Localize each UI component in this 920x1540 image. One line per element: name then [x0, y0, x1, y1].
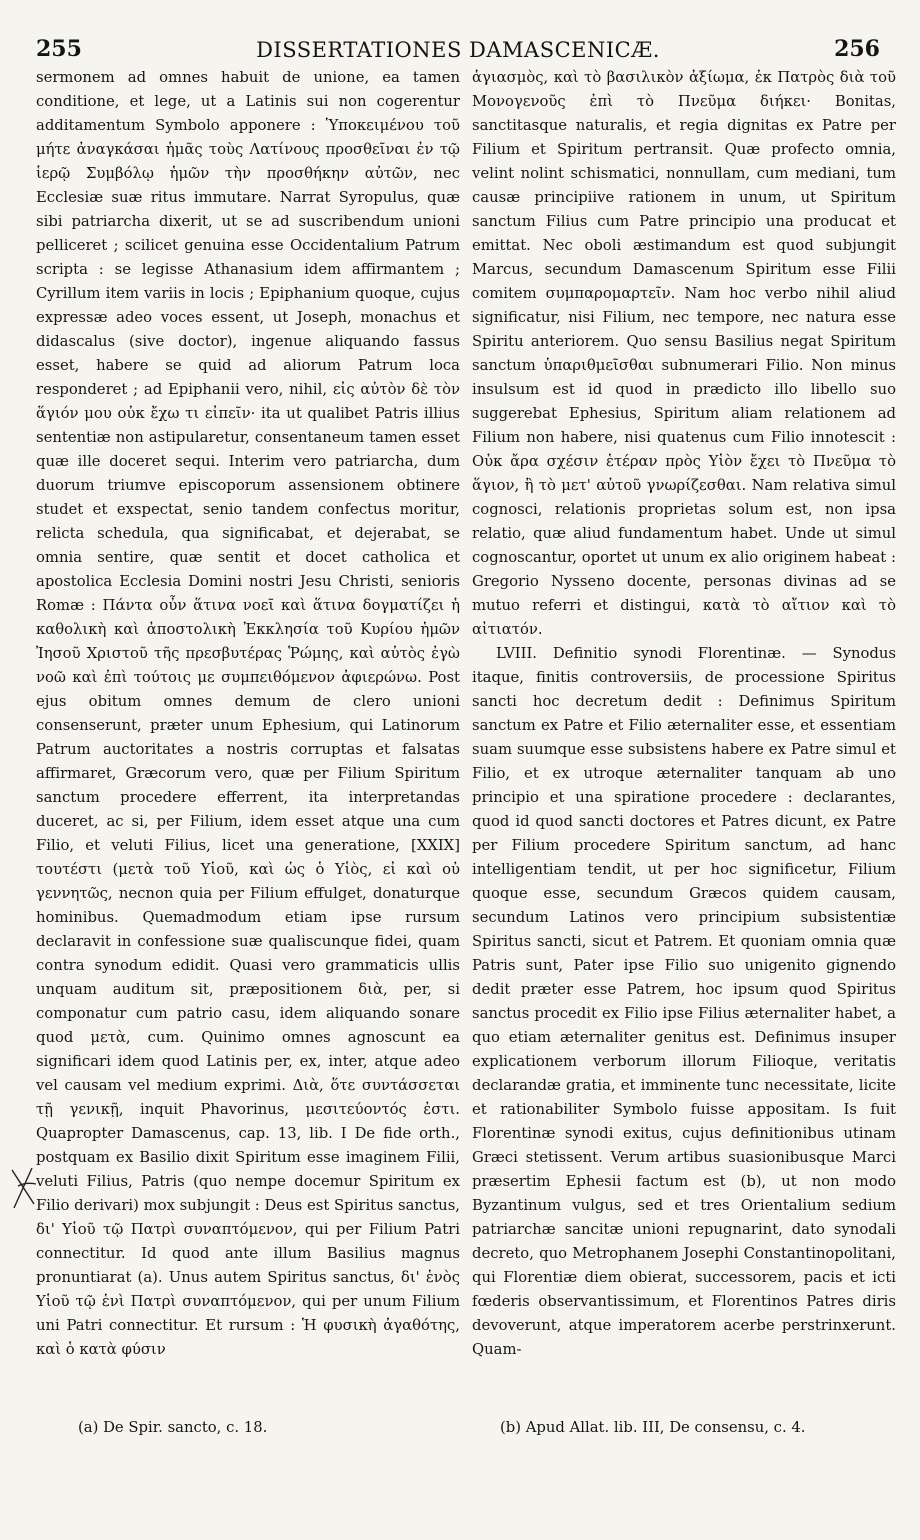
footnote-right: (b) Apud Allat. lib. III, De consensu, c. 4.	[500, 1419, 806, 1436]
footnote-left: (a) De Spir. sancto, c. 18.	[78, 1419, 268, 1436]
right-column	[472, 66, 896, 1396]
page-number-left: 255	[36, 36, 82, 62]
left-column	[36, 66, 460, 1396]
handwritten-margin-mark	[8, 1164, 38, 1214]
left-column-text: sermonem ad omnes habuit de unione, ea tamen conditione, et lege, ut a Latinis sui non cogerentur additamentum Symbolo apponere : Ὑποκειμένου τοῦ μήτε ἀναγκάσαι ἡμᾶς τοὺς Λατίνους προσθεῖναι ἐν τῷ ἱερῷ Συμβόλῳ ἡμῶν τὴν προσθήκην αὐτῶν, nec Ecclesiæ suæ ritus immutare. Narrat Syropulus, quæ sibi patriarcha dixerit, ut se ad suscribendum unioni pelliceret ; scilicet genuina esse Occidentalium Patrum scripta : se legisse Athanasium idem affirmantem ; Cyrillum item variis in locis ; Epiphanium quoque, cujus expressæ adeo voces essent, ut Joseph, monachus et didascalus (sive doctor), ingenue aliquando fassus esset, habere se quid ad aliorum Patrum loca responderet ; ad Epiphanii vero, nihil, εἰς αὐτὸν δὲ τὸν ἅγιόν μου οὐκ ἔχω τι εἰπεῖν· ita ut qualibet Patris illius sententiæ non astipularetur, consentaneum tamen esset quæ ille doceret sequi. Interim vero patriarcha, dum duorum triumve episcoporum assensionem obtinere studet et exspectat, senio tandem confectus moritur, relicta schedula, qua significabat, et dejerabat, se omnia sentire, quæ sentit et docet catholica et apostolica Ecclesia Domini nostri Jesu Christi, senioris Romæ : Πάντα οὖν ἅτινα νοεῖ καὶ ἅτινα δογματίζει ἡ καθολικὴ καὶ ἀποστολικὴ Ἐκκλησία τοῦ Κυρίου ἡμῶν Ἰησοῦ Χριστοῦ τῆς πρεσβυτέρας Ῥώμης, καὶ αὐτὸς ἐγὼ νοῶ καὶ ἐπὶ τούτοις με συμπειθόμενον ἀφιερώνω. Post ejus obitum omnes demum de clero unioni consenserunt, præter unum Ephesium, qui Latinorum Patrum auctoritates a nostris corruptas et falsatas affirmaret, Græcorum vero, quæ per Filium Spiritum sanctum procedere efferrent, ita interpretandas duceret, ac si, per Filium, idem esset atque una cum Filio, et veluti Filius, licet una generatione, [XXIX] τουτέστι (μετὰ τοῦ Υἱοῦ, καὶ ὡς ὁ Υἱὸς, εἰ καὶ οὐ γεννητῶς, necnon quia per Filium effulget, donaturque hominibus. Quemadmodum etiam ipse rursum declaravit in confessione suæ qualiscunque fidei, quam contra synodum edidit. Quasi vero grammaticis ullis unquam auditum sit, præpositionem διὰ, per, si componatur cum patrio casu, idem aliquando sonare quod μετὰ, cum. Quinimo omnes agnoscunt ea significari idem quod Latinis per, ex, inter, atque adeo vel causam vel medium exprimi. Διὰ, ὅτε συντάσσεται τῇ γενικῇ, inquit Phavorinus, μεσιτεύοντός ἐστι. Quapropter Damascenus, cap. 13, lib. I De fide orth., postquam ex Basilio dixit Spiritum esse imaginem Filii, veluti Filius, Patris (quo nempe docemur Spiritum ex Filio derivari) mox subjungit : Deus est Spiritus sanctus, δι' Υἱοῦ τῷ Πατρὶ συναπτόμενον, qui per Filium Patri connectitur. Id quod ante illum Basilius magnus pronuntiarat (a). Unus autem Spiritus sanctus, δι' ἑνὸς Υἱοῦ τῷ ἑνὶ Πατρὶ συναπτόμενον, qui per unum Filium uni Patri connectitur. Et rursum : Ἡ φυσικὴ ἀγαθότης, καὶ ὁ κατὰ φύσιν	[36, 69, 460, 1358]
page-number-right: 256	[834, 36, 880, 62]
right-column-text-1: ἁγιασμὸς, καὶ τὸ βασιλικὸν ἀξίωμα, ἐκ Πατρὸς διὰ τοῦ Μονογενοῦς ἐπὶ τὸ Πνεῦμα διήκει· Bonitas, sanctitasque naturalis, et regia dignitas ex Patre per Filium et Spiritum pertransit. Quæ profecto omnia, velint nolint schismatici, nonnullam, cum mediani, tum causæ principiive rationem in unum, ut Spiritum sanctum Filius cum Patre principio una producat et emittat. Nec oboli æstimandum est quod subjungit Marcus, secundum Damascenum Spiritum esse Filii comitem συμπαρομαρτεῖν. Nam hoc verbo nihil aliud significatur, nisi Filium, nec tempore, nec natura esse Spiritu anteriorem. Quo sensu Basilius negat Spiritum sanctum ὑπαριθμεῖσθαι subnumerari Filio. Non minus insulsum est id quod in prædicto illo libello suo suggerebat Ephesius, Spiritum aliam relationem ad Filium non habere, nisi quatenus cum Filio innotescit : Οὐκ ἄρα σχέσιν ἑτέραν πρὸς Υἱὸν ἔχει τὸ Πνεῦμα τὸ ἅγιον, ἢ τὸ μετ' αὐτοῦ γνωρίζεσθαι. Nam relativa simul cognosci, relationis proprietas solum est, non ipsa relatio, quæ aliud fundamentum habet. Unde ut simul cognoscantur, oportet ut unum ex alio originem habeat : Gregorio Nysseno docente, personas divinas ad se mutuo referri et distingui, κατὰ τὸ αἴτιον καὶ τὸ αἰτιατόν.	[472, 69, 896, 638]
right-column-text-2: LVIII. Definitio synodi Florentinæ. — Synodus itaque, finitis controversiis, de processione Spiritus sancti hoc decretum dedit : Definimus Spiritum sanctum ex Patre et Filio æternaliter esse, et essentiam suam suumque esse subsistens habere ex Patre simul et Filio, et ex utroque æternaliter tanquam ab uno principio et una spiratione procedere : declarantes, quod id quod sancti doctores et Patres dicunt, ex Patre per Filium procedere Spiritum sanctum, ad hanc intelligentiam tendit, ut per hoc significetur, Filium quoque esse, secundum Græcos quidem causam, secundum Latinos vero principium subsistentiæ Spiritus sancti, sicut et Patrem. Et quoniam omnia quæ Patris sunt, Pater ipse Filio suo unigenito gignendo dedit præter esse Patrem, hoc ipsum quod Spiritus sanctus procedit ex Filio ipse Filius æternaliter habet, a quo etiam æternaliter genitus est. Definimus insuper explicationem verborum illorum Filioque, veritatis declarandæ gratia, et imminente tunc necessitate, licite et rationabiliter Symbolo fuisse appositam. Is fuit Florentinæ synodi exitus, cujus definitionibus utinam Græci stetissent. Verum artibus suasionibusque Marci præsertim Ephesii factum est (b), ut non modo Byzantinum vulgus, sed et tres Orientalium sedium patriarchæ sancitæ unioni repugnarint, dato synodali decreto, quo Metrophanem Josephi Constantinopolitani, qui Florentiæ diem obierat, successorem, pacis et icti fœderis observantissimum, et Florentinos Patres diris devoverunt, atque imperatorem acerbe perstrinxerunt. Quam-	[472, 645, 896, 1358]
running-header	[36, 36, 880, 70]
running-title: DISSERTATIONES DAMASCENICÆ.	[256, 38, 660, 62]
